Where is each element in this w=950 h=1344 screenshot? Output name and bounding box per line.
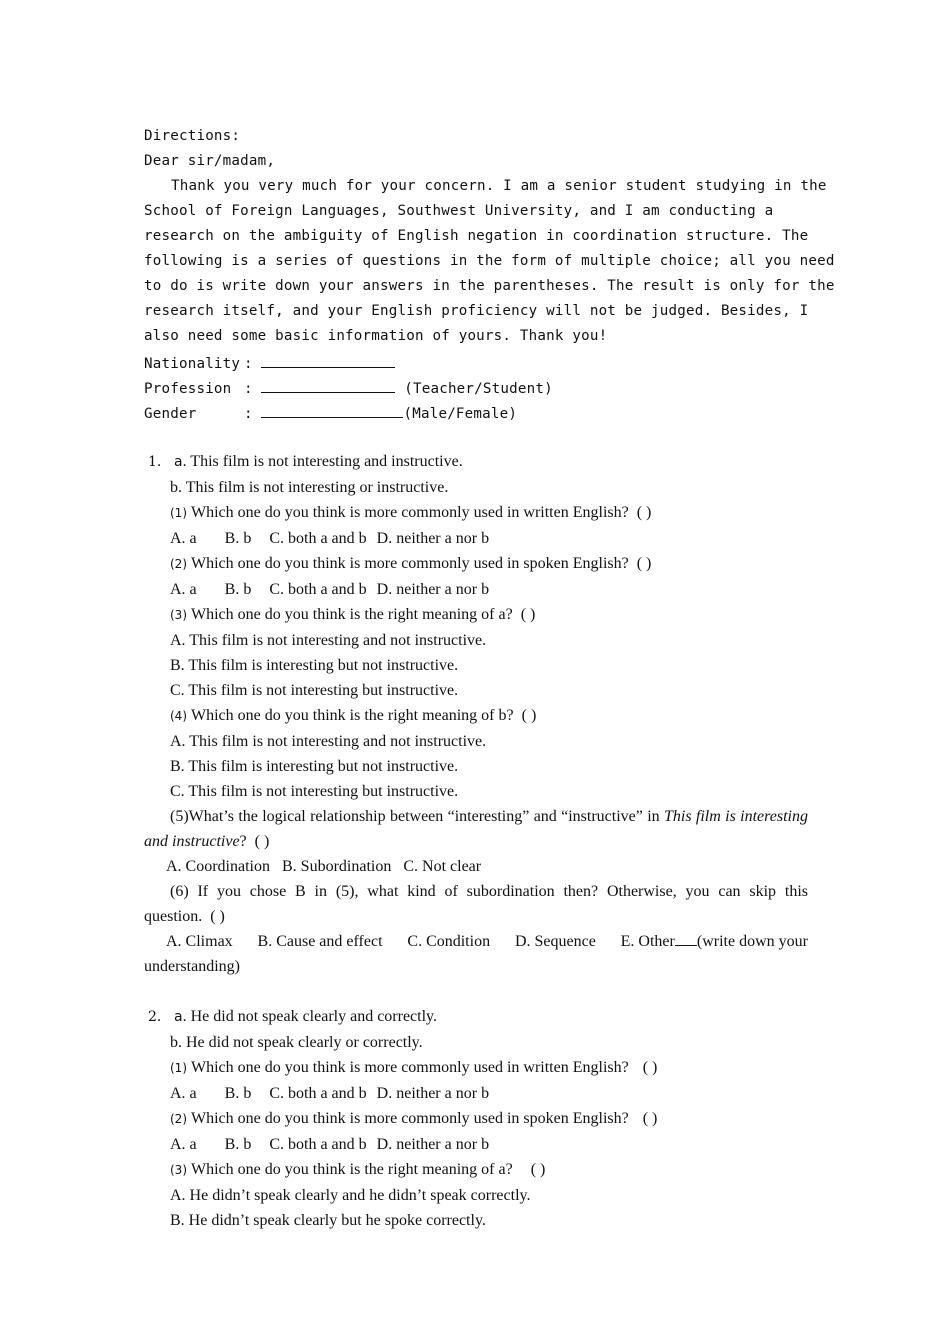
q1-sub-4 — [144, 703, 808, 729]
choice: C. both a and b — [269, 581, 367, 598]
q2-sub-1 — [144, 1055, 808, 1081]
greeting: Dear sir/madam, — [144, 153, 276, 169]
q2-sub-2-options — [144, 1132, 808, 1157]
choice: C. This film is not interesting but instructive. — [170, 682, 459, 699]
sub-question: Which one do you think is more commonly used in written English? — [191, 504, 629, 521]
choice: A. a — [170, 581, 197, 598]
sub-question: Which one do you think is more commonly used in spoken English? — [191, 1110, 629, 1127]
q1-sub-2 — [144, 551, 808, 577]
choice: B. He didn’t speak clearly but he spoke correctly. — [170, 1212, 486, 1229]
q2-option-a — [144, 1004, 808, 1030]
intro-line: research on the ambiguity of English negation in coordination structure. The — [144, 228, 809, 244]
choice: A. Climax — [166, 933, 233, 950]
choice: A. Coordination — [166, 858, 270, 875]
q1-sub-2-options — [144, 577, 808, 602]
gender-blank[interactable] — [261, 399, 403, 418]
intro-line: to do is write down your answers in the parentheses. The result is only for the — [144, 278, 835, 294]
choice-other — [621, 929, 808, 954]
example-sentence: interesting and instructive — [144, 808, 808, 850]
choice: C. both a and b — [269, 530, 367, 547]
sub-question: (6) If you chose B in (5), what kind of subordination then? Otherwise, you can skip this — [170, 883, 808, 900]
choice: B. Cause and effect — [257, 933, 383, 950]
q2-sub-3 — [144, 1157, 808, 1183]
field-gender: Gender : (Male/Female) — [144, 399, 808, 424]
choice: B. b — [224, 530, 252, 547]
sub-number: (3) — [170, 1163, 187, 1177]
choice: D. Sequence — [514, 933, 596, 950]
answer-parentheses[interactable]: ( ) — [636, 555, 652, 572]
field-hint: (Male/Female) — [403, 406, 518, 422]
answer-parentheses[interactable]: ( ) — [520, 606, 536, 623]
choice: B. This film is interesting but not instructive. — [170, 657, 459, 674]
sub-number: (2) — [170, 557, 187, 571]
intro-line: Thank you very much for your concern. I am a senior student studying in the — [171, 178, 827, 194]
q1-sub-6-cont — [144, 904, 808, 929]
choice: D. neither a nor b — [376, 581, 490, 598]
q1-option-a — [144, 449, 808, 475]
q1-sub-1-options — [144, 526, 808, 551]
choice: B. Subordination — [282, 858, 392, 875]
question-2 — [144, 1004, 808, 1233]
choice-note: (write down your — [696, 933, 808, 950]
answer-parentheses[interactable]: ( ) — [642, 1059, 658, 1076]
field-hint: (Teacher/Student) — [404, 381, 553, 397]
option-prefix: a — [174, 1009, 183, 1025]
intro-paragraph — [144, 174, 835, 349]
sub-question: Which one do you think is more commonly used in written English? — [191, 1059, 629, 1076]
choice: D. neither a nor b — [376, 1085, 490, 1102]
field-profession: Profession : (Teacher/Student) — [144, 374, 808, 399]
choice: C. both a and b — [269, 1136, 367, 1153]
intro-line: School of Foreign Languages, Southwest University, and I am conducting a — [144, 203, 774, 219]
q1-sub-3 — [144, 602, 808, 628]
q2-sub-2 — [144, 1106, 808, 1132]
question-number: 2. — [148, 1009, 162, 1025]
choice: C. Not clear — [403, 858, 482, 875]
punctuation: ? — [239, 833, 247, 850]
document-page — [144, 124, 835, 1233]
sub-question: Which one do you think is the right meaning of a? — [191, 1161, 513, 1178]
sub-number: (1) — [170, 1061, 187, 1075]
other-blank[interactable] — [675, 929, 697, 946]
answer-parentheses[interactable]: ( ) — [254, 833, 270, 850]
choice: C. This film is not interesting but instructive. — [170, 783, 459, 800]
option-text: . This film is not interesting and instructive. — [182, 453, 463, 470]
sub-question: question. — [144, 908, 203, 925]
choice: A. a — [170, 1136, 197, 1153]
choice: A. He didn’t speak clearly and he didn’t speak correctly. — [170, 1187, 531, 1204]
sub-question: (5)What’s the logical relationship between “interesting” and “instructive” in — [170, 808, 664, 825]
answer-parentheses[interactable]: ( ) — [642, 1110, 658, 1127]
choice: B. b — [224, 1085, 252, 1102]
choice: D. neither a nor b — [376, 530, 490, 547]
q2-sub-1-options — [144, 1081, 808, 1106]
question-1 — [144, 449, 808, 979]
q1-sub-5 — [144, 804, 808, 854]
choice: A. a — [170, 530, 197, 547]
field-label: Nationality — [144, 356, 241, 372]
choice: B. b — [224, 1136, 252, 1153]
field-label: Profession — [144, 381, 232, 397]
choice: E. Other — [620, 933, 675, 950]
example-sentence: This film is — [664, 808, 736, 825]
choice: A. a — [170, 1085, 197, 1102]
sub-number: (4) — [170, 709, 187, 723]
intro-line: also need some basic information of yours. Thank you! — [144, 328, 608, 344]
choice: D. neither a nor b — [376, 1136, 490, 1153]
q1-sub-6-options — [144, 929, 808, 954]
field-label: Gender — [144, 406, 197, 422]
choice: A. This film is not interesting and not instructive. — [170, 632, 487, 649]
option-text: . He did not speak clearly and correctly. — [182, 1008, 438, 1025]
sub-number: (3) — [170, 608, 187, 622]
directions-heading: Directions: — [144, 128, 241, 144]
nationality-blank[interactable] — [261, 349, 395, 368]
directions-section — [144, 124, 835, 424]
choice: C. both a and b — [269, 1085, 367, 1102]
q1-sub-1 — [144, 500, 808, 526]
q1-sub-6-tail: understanding) — [144, 958, 240, 975]
sub-question: Which one do you think is the right meaning of b? — [191, 707, 514, 724]
field-nationality: Nationality : — [144, 349, 808, 374]
option-prefix: a — [174, 454, 183, 470]
answer-parentheses[interactable]: ( ) — [210, 908, 225, 925]
choice: B. This film is interesting but not instructive. — [170, 758, 459, 775]
q1-sub-6 — [144, 879, 808, 904]
sub-number: (1) — [170, 506, 187, 520]
q1-sub-5-options — [144, 854, 808, 879]
choice: A. This film is not interesting and not instructive. — [170, 733, 487, 750]
choice: B. b — [224, 581, 252, 598]
question-number: 1. — [148, 454, 162, 470]
sub-question: Which one do you think is the right meaning of a? — [191, 606, 513, 623]
q1-option-b: b. This film is not interesting or instructive. — [170, 479, 449, 496]
profession-blank[interactable] — [261, 374, 395, 393]
sub-number: (2) — [170, 1112, 187, 1126]
intro-line: research itself, and your English proficiency will not be judged. Besides, I — [144, 303, 809, 319]
intro-line: following is a series of questions in the form of multiple choice; all you need — [144, 253, 835, 269]
choice: C. Condition — [407, 933, 491, 950]
answer-parentheses[interactable]: ( ) — [636, 504, 652, 521]
q2-option-b: b. He did not speak clearly or correctly. — [170, 1034, 423, 1051]
answer-parentheses[interactable]: ( ) — [521, 707, 537, 724]
sub-question: Which one do you think is more commonly used in spoken English? — [191, 555, 629, 572]
answer-parentheses[interactable]: ( ) — [530, 1161, 546, 1178]
